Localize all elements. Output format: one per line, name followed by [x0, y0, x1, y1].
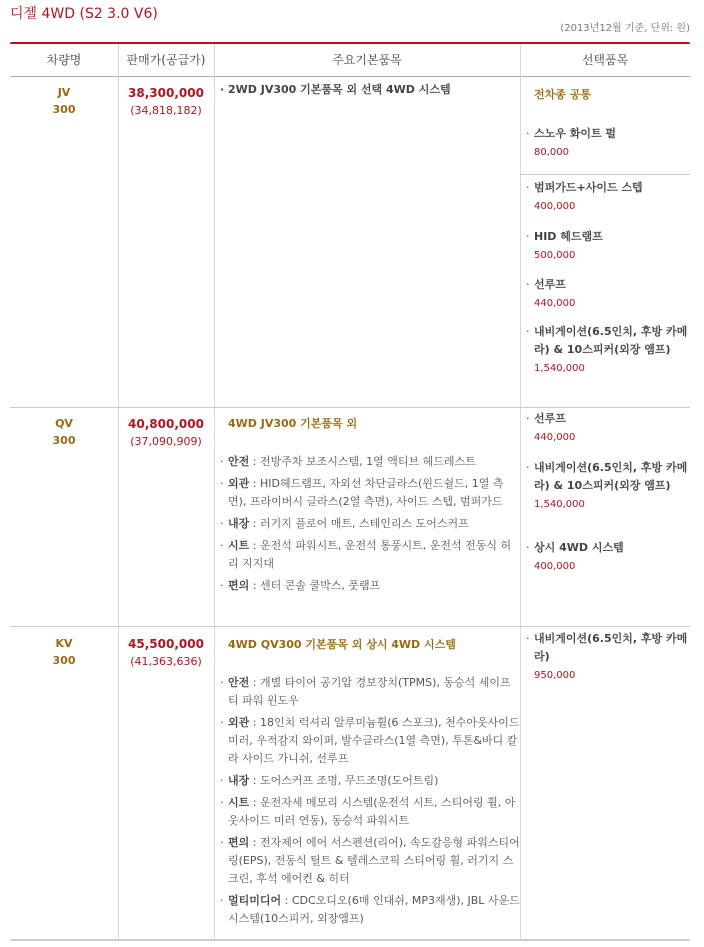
model-number: 300 — [52, 103, 76, 116]
model-code: JV — [57, 86, 71, 99]
table-bottom-border — [10, 939, 690, 941]
row-divider — [10, 626, 690, 627]
table-header — [10, 44, 690, 77]
model-name — [10, 84, 118, 118]
main-item: · 안전 : 개별 타이어 공기압 경보장치(TPMS), 동승석 세이프티 파워 윈도우 — [220, 676, 511, 707]
common-options-label: 전차종 공통 — [534, 88, 591, 101]
main-item: · 시트 : 운전자세 메모리 시스템(운전석 시트, 스티어링 휠, 아웃사이드 미러 연동), 동승석 파워시트 — [220, 796, 516, 827]
option-item: · 선루프 440,000 — [526, 278, 576, 309]
main-item: · 외관 : HID헤드램프, 자외선 차단글라스(윈드쉴드, 1열 측면), 프라이버시 글라스(2열 측면), 사이드 스텝, 범퍼가드 — [220, 477, 504, 508]
page-title: 디젤 4WD (S2 3.0 V6) — [10, 6, 158, 22]
main-items-cell — [214, 415, 520, 595]
header-main-items: 주요기본품목 — [332, 53, 402, 67]
main-head: 4WD QV300 기본품목 외 상시 4WD 시스템 — [228, 638, 456, 651]
supply-price: (37,090,909) — [130, 435, 202, 448]
price-table — [10, 42, 690, 941]
model-number: 300 — [52, 654, 76, 667]
model-name — [10, 635, 118, 669]
option-item: · 범퍼가드+사이드 스텝 400,000 — [526, 181, 643, 212]
price-cell — [118, 636, 214, 670]
option-item: · 내비게이션(6.5인치, 후방 카메라) 950,000 — [526, 632, 688, 681]
option-divider — [520, 174, 690, 175]
model-code: QV — [55, 417, 73, 430]
option-item: · 내비게이션(6.5인치, 후방 카메라) & 10스피커(외장 앰프) 1,540,000 — [526, 325, 688, 374]
option-item: · 선루프 440,000 — [526, 412, 576, 443]
header-options: 선택품목 — [581, 53, 629, 67]
sale-price: 40,800,000 — [128, 417, 204, 431]
supply-price: (34,818,182) — [130, 104, 202, 117]
main-item: · 편의 : 전자제어 에어 서스펜션(리어), 속도감응형 파워스티어링(EPS), 전동식 틸트 & 텔레스코픽 스티어링 휠, 러기지 스크린, 후석 에어컨 & 히터 — [220, 836, 520, 885]
model-code: KV — [55, 637, 73, 650]
main-head: 4WD JV300 기본품목 외 — [228, 417, 358, 430]
main-item: · 편의 : 센터 콘솔 쿨박스, 풋램프 — [220, 579, 381, 592]
main-item: · 멀티미디어 : CDC오디오(6매 인대쉬, MP3재생), JBL 사운드 시스템(10스피커, 외장앰프) — [220, 894, 520, 925]
column-divider — [118, 44, 119, 939]
main-item: · 외관 : 18인치 럭셔리 알루미늄휠(6 스포크), 천수아웃사이드 미러, 우적감지 와이퍼, 발수글라스(1열 측면), 투톤&바디 칼라 사이드 가니쉬, 선루프 — [220, 716, 520, 765]
price-basis-note: (2013년12월 기준, 단위: 원) — [560, 23, 690, 34]
main-item: · 안전 : 전방주차 보조시스템, 1열 액티브 헤드레스트 — [220, 455, 476, 468]
price-cell — [118, 85, 214, 119]
main-items-cell — [214, 636, 520, 928]
main-item: · 내장 : 러기지 플로어 매트, 스테인리스 도어스커프 — [220, 517, 469, 530]
option-item: · HID 헤드램프 500,000 — [526, 230, 603, 261]
option-item: · 상시 4WD 시스템 400,000 — [526, 541, 624, 572]
main-item: · 내장 : 도어스커프 조명, 무드조명(도어트림) — [220, 774, 439, 787]
sale-price: 38,300,000 — [128, 86, 204, 100]
option-item: · 스노우 화이트 펄 80,000 — [526, 127, 617, 158]
model-number: 300 — [52, 434, 76, 447]
main-item: · 시트 : 운전석 파워시트, 운전석 통풍시트, 운전석 전동식 허리 지지대 — [220, 539, 512, 570]
price-cell — [118, 416, 214, 450]
main-items-cell — [214, 81, 520, 99]
sale-price: 45,500,000 — [128, 637, 204, 651]
option-item: · 내비게이션(6.5인치, 후방 카메라) & 10스피커(외장 앰프) 1,540,000 — [526, 461, 688, 510]
main-head: · 2WD JV300 기본품목 외 선택 4WD 시스템 — [220, 83, 451, 96]
header-model: 차량명 — [46, 53, 82, 67]
supply-price: (41,363,636) — [130, 655, 202, 668]
model-name — [10, 415, 118, 449]
header-price: 판매가(공급가) — [126, 53, 206, 67]
row-divider — [10, 407, 690, 408]
